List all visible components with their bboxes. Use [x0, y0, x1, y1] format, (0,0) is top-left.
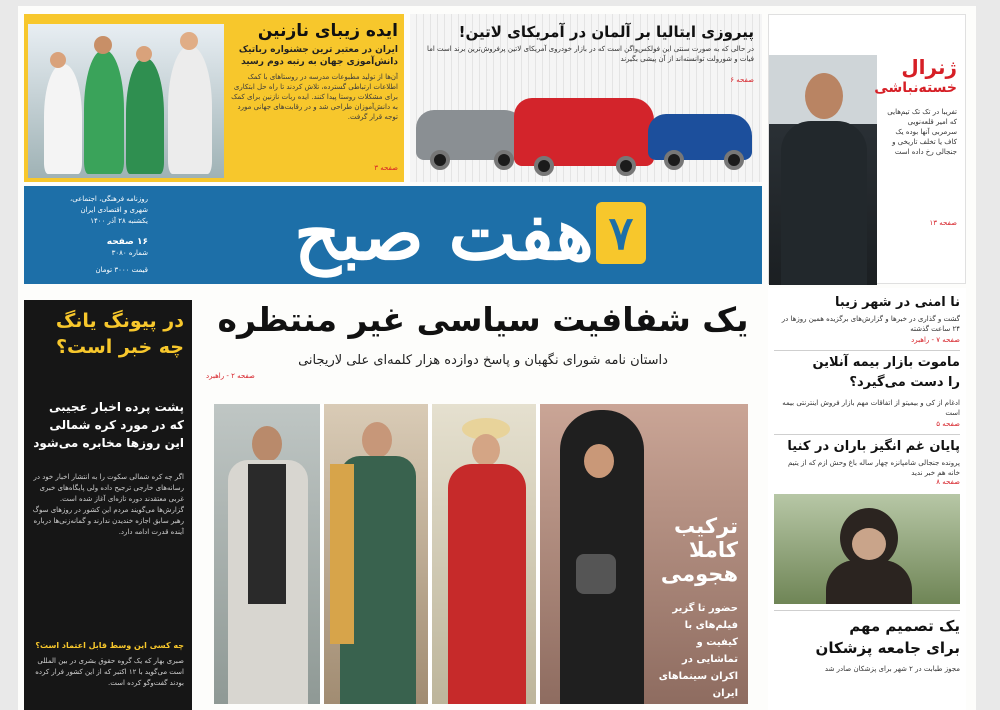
- masthead: [24, 186, 762, 284]
- masthead-info-line2: شهری و اقتصادی ایران: [80, 206, 148, 214]
- right-item4-body: مجوز طبابت در ۲ شهر برای پزشکان صادر شد: [824, 665, 960, 673]
- top-left-subtitle: ایران در معتبر ترین جشنواره رباتیک دانش‌آموزی جهان به رتبه دوم رسید: [238, 45, 398, 67]
- chimp-photo: [774, 494, 960, 604]
- top-center-ref[interactable]: صفحه ۶: [730, 76, 754, 84]
- feature-panel-1: [214, 404, 320, 704]
- masthead-price: قیمت ۳۰۰۰ تومان: [95, 266, 148, 274]
- left-body: اگر چه کره شمالی سکوت را به انتشار اخبار خود در رسانه‌های خارجی ترجیح داده ولی پایگاه‌های خبری غربی معتقدند دوره تازه‌ای آغاز شده است. گزارش‌ها می‌گویند مردم این کشور در روزهای سوگ رهبر سابق اجازه خندیدن ندارند و گمانه‌زنی‌ها درباره آینده قدرت ادامه دارد.: [32, 473, 184, 536]
- left-body2: صبری بهار که یک گروه حقوق بشری در بین المللی است می‌گوید با ۱۲ اکتبر که از این کشور فرار کرده بودند گفت‌وگو کرده است.: [35, 657, 184, 687]
- right-divider-2: [774, 434, 960, 435]
- right-item2-ref[interactable]: صفحه ۵: [936, 420, 960, 428]
- left-title-2: چه خبر است؟: [55, 336, 184, 358]
- top-center-body: در حالی که به صورت سنتی این فولکس‌واگن است که در بازار خودروی آمریکای لاتین پرفروش‌ترین برند است اما فیات و شورولت توانسته‌اند از آن پیشی بگیرند: [426, 45, 754, 63]
- right-item4-title-2[interactable]: برای جامعه پزشکان: [815, 639, 960, 657]
- masthead-pages: ۱۶ صفحه: [106, 237, 148, 247]
- left-column: [24, 300, 192, 710]
- feature-body: حضور تا گزیر فیلم‌های با کیفیت و تماشایی در اکران سینماهای ایران: [658, 603, 738, 699]
- top-right-title-1: ژنرال: [901, 55, 957, 79]
- top-left-body: آن‌ها از تولید مطبوعات مدرسه در روستاهای با کمک اطلاعات ارتباطی گسترده، تلاش کردند تا راه حل ابتکاری برای مشکلات روستا پیدا کنند. ایده ربات نازنین برای کمک به دانش‌آموزان طراحی شد و در رقابت‌های جهانی مورد توجه قرار گرفت.: [231, 73, 398, 121]
- right-item1-title[interactable]: نا امنی در شهر زیبا: [835, 295, 960, 310]
- left-subtitle: پشت پرده اخبار عجیبی که در مورد کره شمالی این روزها مخابره می‌شود: [33, 400, 184, 450]
- feature-title-2: کاملا: [688, 538, 738, 562]
- right-item3-title[interactable]: پایان غم انگیز باران در کنیا: [787, 439, 960, 454]
- right-item2-title-1[interactable]: ماموت بازار بیمه آنلاین: [812, 355, 960, 370]
- feature-title-3: هجومی: [660, 562, 738, 586]
- top-left-box: [24, 14, 404, 182]
- right-item3-body: پرونده جنجالی شامپانزه چهار ساله باغ وحش ازم که از یتیم خانه هم خبر ندید: [787, 459, 960, 477]
- top-right-box: [768, 14, 966, 284]
- top-left-title: ایده زیبای نازنین: [257, 21, 398, 41]
- masthead-issue: شماره ۳۰۸۰: [111, 249, 148, 257]
- car-red: [514, 98, 654, 166]
- main-subheadline: داستان نامه شورای نگهبان و پاسخ دوازده هزار کلمه‌ای علی لاریجانی: [298, 353, 668, 368]
- top-right-title-2: خسته‌نباشی: [874, 80, 957, 96]
- masthead-logo: هفت صبح: [294, 191, 594, 276]
- right-divider-1: [774, 350, 960, 351]
- right-item4-title-1[interactable]: یک تصمیم مهم: [849, 617, 960, 635]
- masthead-info: [28, 194, 148, 276]
- feature-panel-2: [324, 404, 428, 704]
- right-item3-ref[interactable]: صفحه ۸: [936, 478, 960, 486]
- left-title-1: در پیونگ یانگ: [55, 310, 184, 332]
- feature-panel-3: [432, 404, 536, 704]
- right-divider-3: [774, 610, 960, 611]
- masthead-badge: ۷: [596, 202, 646, 264]
- feature-title-1: ترکیب: [674, 514, 738, 538]
- students-photo: [28, 24, 224, 178]
- right-column: [768, 288, 966, 710]
- right-item2-body: ادغام از کی و بیمیتو از اتفاقات مهم بازار فروش اینترنتی بیمه است: [782, 399, 960, 417]
- right-item2-title-2[interactable]: را دست می‌گیرد؟: [849, 375, 960, 390]
- top-left-ref[interactable]: صفحه ۳: [374, 164, 398, 172]
- top-center-title: پیروزی ایتالیا بر آلمان در آمریکای لاتین!: [458, 23, 754, 41]
- masthead-info-line1: روزنامه فرهنگی، اجتماعی،: [70, 195, 148, 203]
- right-item1-body: گشت و گذاری در خبرها و گزارش‌های برگزیده همین روزها در ۲۴ ساعت گذشته: [781, 315, 960, 333]
- main-headline-ref[interactable]: صفحه ۲ - راهبرد: [206, 372, 255, 380]
- top-center-box: [410, 14, 762, 182]
- top-right-ref[interactable]: صفحه ۱۳: [929, 219, 957, 227]
- feature-photo[interactable]: [214, 404, 748, 704]
- coach-photo: [769, 55, 877, 285]
- top-right-body: تفریبا در تک تک تیم‌هایی که امیر قلعه‌نویی سرمربی آنها بوده یک کاف یا تخلف تاریخی و جنجالی رخ داده است: [887, 108, 957, 156]
- newspaper-page: [18, 6, 976, 710]
- masthead-date: یکشنبه ۲۸ آذر ۱۴۰۰: [90, 217, 148, 225]
- right-item1-ref[interactable]: صفحه ۷ - راهبرد: [911, 336, 960, 344]
- left-sub2: چه کسی این وسط قابل اعتماد است؟: [35, 641, 184, 650]
- feature-panel-4: [540, 404, 748, 704]
- main-headline[interactable]: یک شفافیت سیاسی غیر منتظره: [217, 300, 749, 339]
